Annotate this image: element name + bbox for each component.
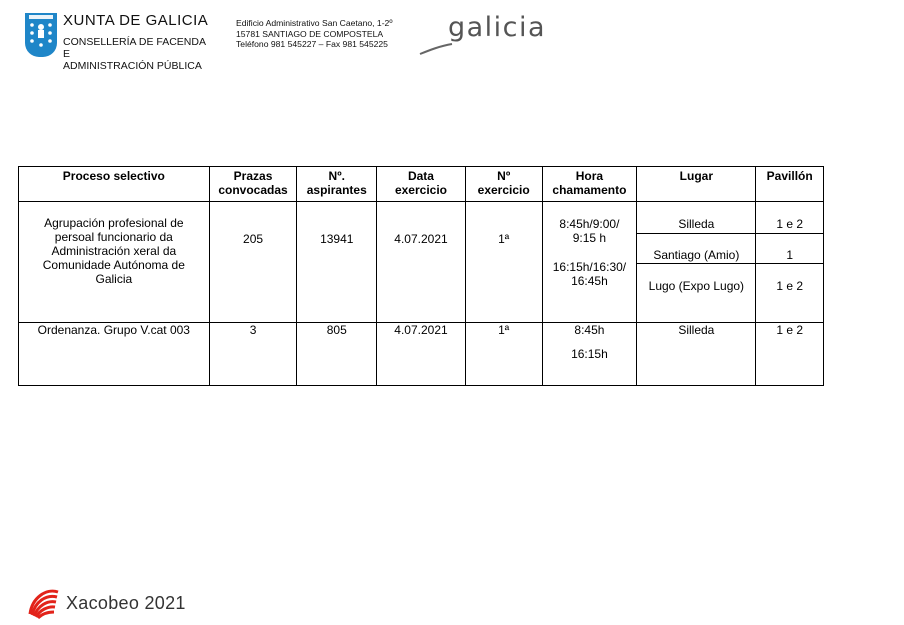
cell-exercicio: 1ª	[465, 323, 542, 386]
cell-prazas: 205	[209, 202, 297, 323]
department-name	[63, 36, 213, 72]
table-row	[19, 202, 824, 323]
cell-data: 4.07.2021	[377, 323, 466, 386]
cell-aspirantes: 805	[297, 323, 377, 386]
cell-pavillon	[756, 202, 824, 323]
department-line-2: ADMINISTRACIÓN PÚBLICA	[63, 60, 202, 72]
cell-proceso: Ordenanza. Grupo V.cat 003	[19, 323, 210, 386]
lugar-item: Silleda	[678, 217, 715, 231]
header-aspirantes: Nº. aspirantes	[297, 167, 377, 202]
xunta-crest-logo	[25, 13, 57, 57]
header-pavillon: Pavillón	[756, 167, 824, 202]
galicia-brand-logo	[418, 10, 558, 58]
cell-aspirantes: 13941	[297, 202, 377, 323]
cell-hora: 8:45h 16:15h	[542, 323, 637, 386]
pavillon-item: 1 e 2	[776, 217, 804, 231]
header-lugar: Lugar	[637, 167, 756, 202]
exam-schedule-table	[18, 166, 824, 386]
galicia-wordmark: galicia	[448, 12, 547, 43]
cell-pavillon: 1 e 2	[756, 323, 824, 386]
header-prazas: Prazas convocadas	[209, 167, 297, 202]
pavillon-item: 1	[786, 248, 794, 262]
table-header-row	[19, 167, 824, 202]
cell-prazas: 3	[209, 323, 297, 386]
header-num-exercicio: Nº exercicio	[465, 167, 542, 202]
header-hora: Hora chamamento	[542, 167, 637, 202]
lugar-item: Santiago (Amio)	[653, 248, 740, 262]
cell-data: 4.07.2021	[377, 202, 466, 323]
address-line-1: Edificio Administrativo San Caetano, 1-2º	[236, 18, 393, 28]
cell-lugar	[637, 202, 756, 323]
address-block	[236, 18, 416, 50]
cell-hora: 8:45h/9:00/ 9:15 h 16:15h/16:30/ 16:45h	[542, 202, 637, 323]
xacobeo-logo	[26, 584, 226, 620]
org-name: XUNTA DE GALICIA	[63, 12, 209, 29]
address-line-2: 15781 SANTIAGO DE COMPOSTELA	[236, 28, 384, 39]
pavillon-item: 1 e 2	[776, 279, 804, 293]
department-line-1: CONSELLERÍA DE FACENDA E	[63, 36, 206, 60]
lugar-item: Lugo (Expo Lugo)	[648, 279, 745, 293]
address-line-3: Teléfono 981 545227 – Fax 981 545225	[236, 39, 388, 49]
header-proceso: Proceso selectivo	[19, 167, 210, 202]
xacobeo-label: Xacobeo 2021	[66, 593, 186, 613]
cell-exercicio: 1ª	[465, 202, 542, 323]
table-row	[19, 323, 824, 386]
scallop-shell-icon	[26, 584, 62, 620]
cell-lugar: Silleda	[637, 323, 756, 386]
cell-proceso: Agrupación profesional de persoal funcionario da Administración xeral da Comunidade Autónoma de Galicia	[19, 202, 210, 323]
header-data: Data exercicio	[377, 167, 466, 202]
